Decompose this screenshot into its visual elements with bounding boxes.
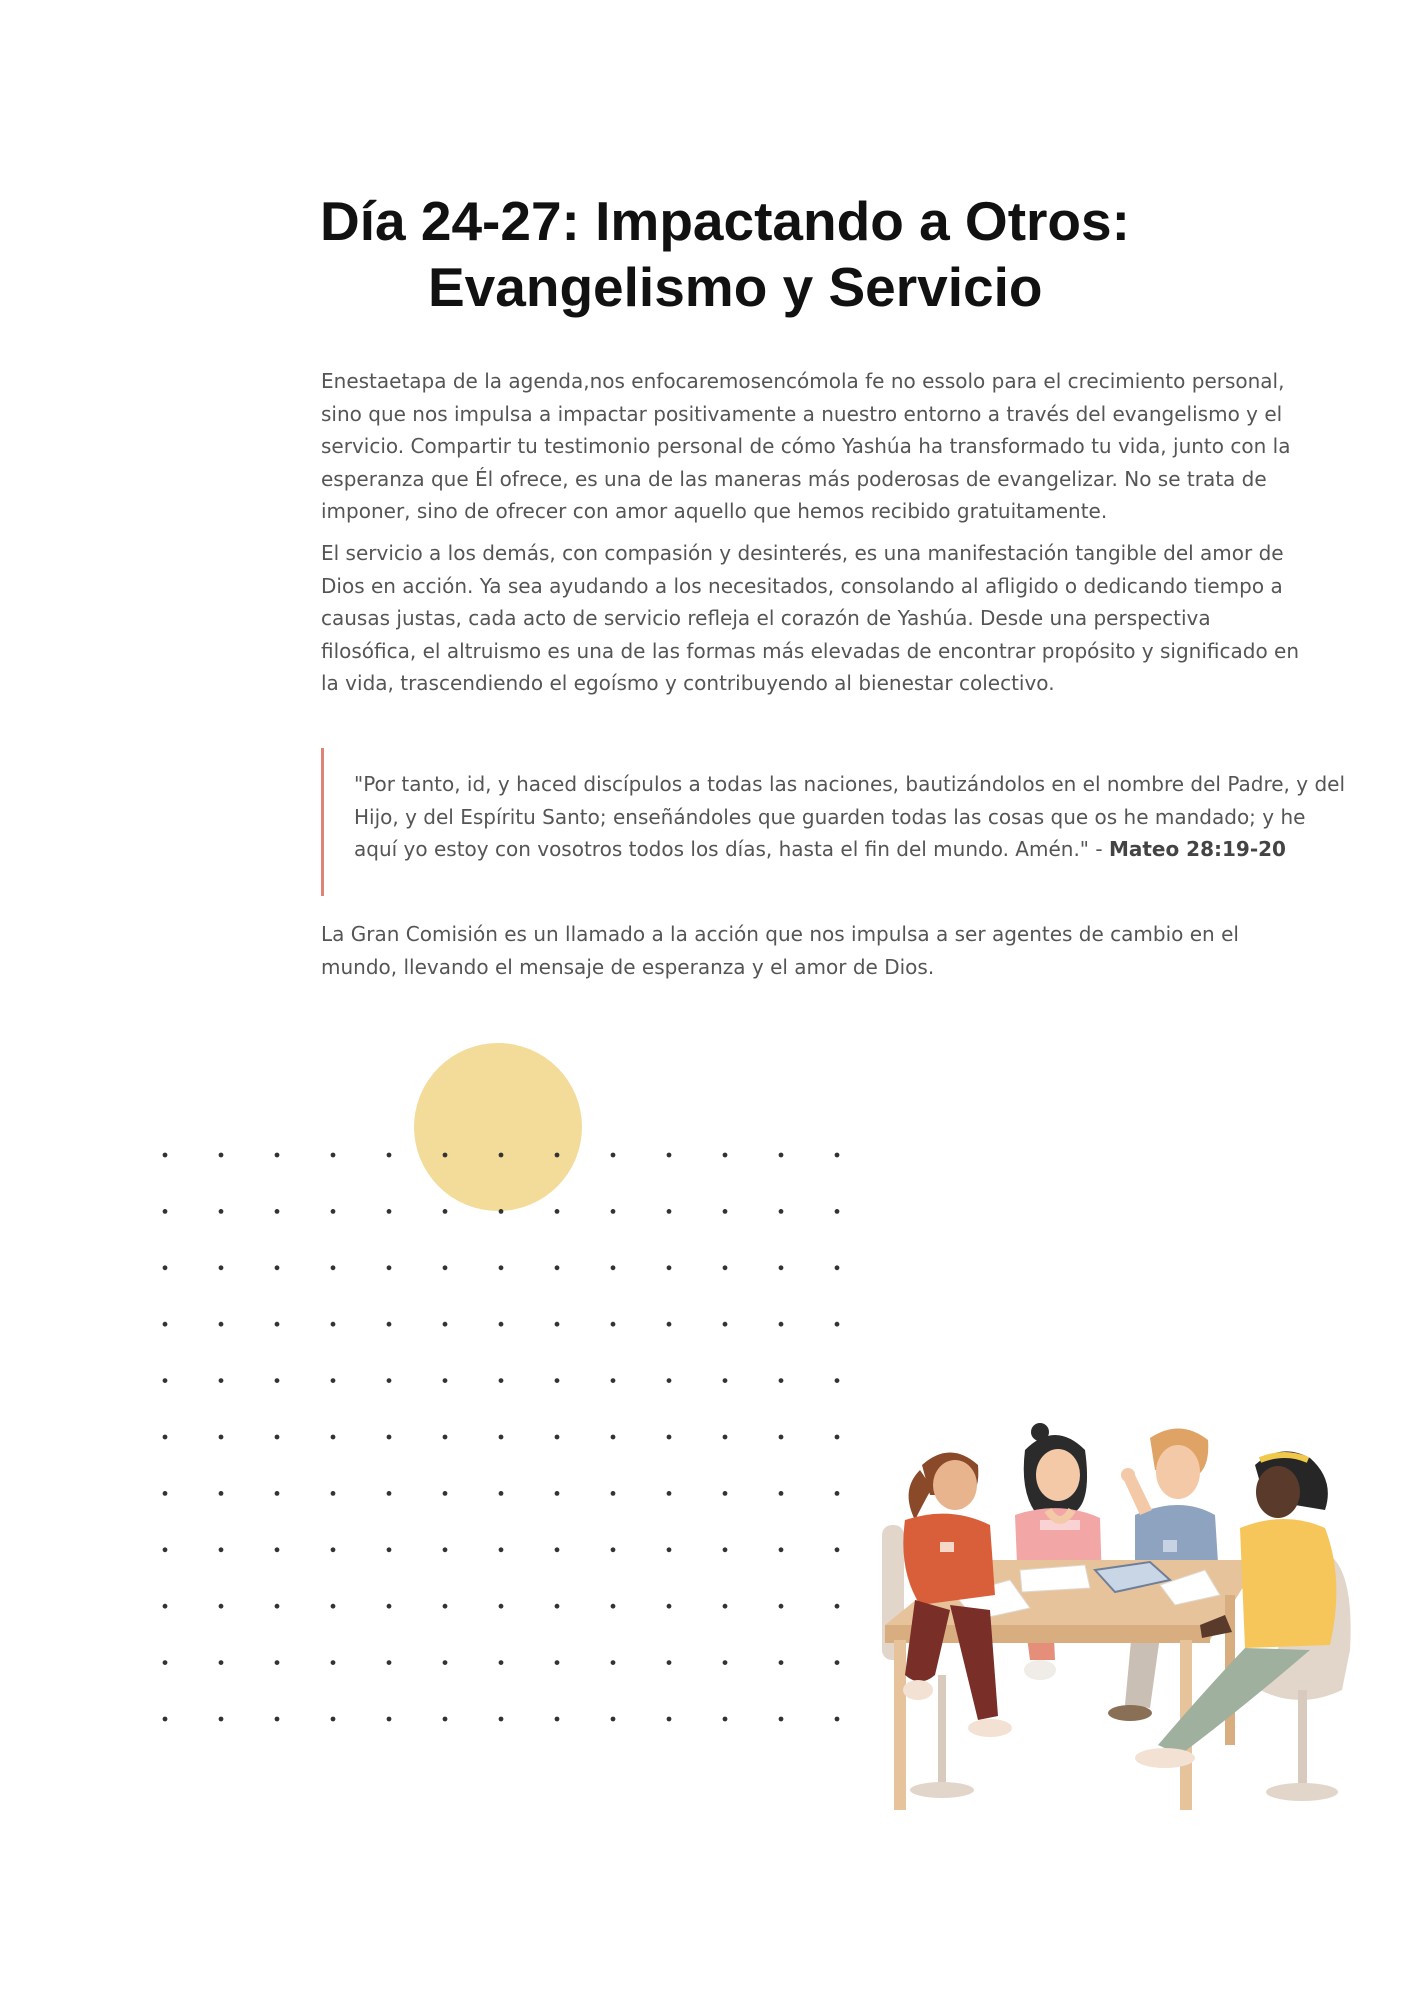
grid-dot bbox=[499, 1265, 504, 1270]
title-line-1: Día 24-27: Impactando a Otros: bbox=[320, 190, 1130, 252]
grid-dot bbox=[331, 1265, 336, 1270]
grid-dot bbox=[387, 1717, 392, 1722]
quote-text bbox=[354, 768, 1354, 866]
grid-dot bbox=[835, 1435, 840, 1440]
grid-dot bbox=[555, 1435, 560, 1440]
grid-dot bbox=[723, 1265, 728, 1270]
grid-dot bbox=[835, 1491, 840, 1496]
grid-dot bbox=[667, 1491, 672, 1496]
grid-dot bbox=[219, 1265, 224, 1270]
grid-dot bbox=[443, 1604, 448, 1609]
grid-dot bbox=[443, 1435, 448, 1440]
grid-dot bbox=[499, 1435, 504, 1440]
grid-dot bbox=[499, 1604, 504, 1609]
grid-dot bbox=[555, 1153, 560, 1158]
grid-dot bbox=[667, 1153, 672, 1158]
grid-dot bbox=[387, 1660, 392, 1665]
grid-dot bbox=[667, 1717, 672, 1722]
grid-dot bbox=[835, 1660, 840, 1665]
grid-dot bbox=[779, 1660, 784, 1665]
grid-dot bbox=[219, 1660, 224, 1665]
grid-dot bbox=[163, 1322, 168, 1327]
grid-dot bbox=[723, 1322, 728, 1327]
grid-dot bbox=[555, 1547, 560, 1552]
dot-grid-decoration bbox=[155, 1145, 855, 1765]
grid-dot bbox=[219, 1604, 224, 1609]
grid-dot bbox=[443, 1322, 448, 1327]
grid-dot bbox=[443, 1378, 448, 1383]
grid-dot bbox=[387, 1491, 392, 1496]
grid-dot bbox=[499, 1660, 504, 1665]
grid-dot bbox=[219, 1547, 224, 1552]
grid-dot bbox=[163, 1153, 168, 1158]
grid-dot bbox=[219, 1322, 224, 1327]
title-line-2: Evangelismo y Servicio bbox=[428, 256, 1043, 318]
grid-dot bbox=[163, 1265, 168, 1270]
grid-dot bbox=[387, 1604, 392, 1609]
grid-dot bbox=[611, 1717, 616, 1722]
grid-dot bbox=[555, 1322, 560, 1327]
grid-dot bbox=[723, 1153, 728, 1158]
grid-dot bbox=[275, 1717, 280, 1722]
grid-dot bbox=[499, 1717, 504, 1722]
grid-dot bbox=[275, 1265, 280, 1270]
grid-dot bbox=[779, 1153, 784, 1158]
grid-dot bbox=[611, 1491, 616, 1496]
grid-dot bbox=[331, 1547, 336, 1552]
paragraph-service: El servicio a los demás, con compasión y desinterés, es una manifestación tangible del amor de Dios en acción. Ya sea ayudando a los necesitados, consolando al afligido o dedicando tiempo a causas justas, cada acto de servicio refleja el corazón de Yashúa. Desde una perspectiva filosófica, el altruismo es una de las formas más elevadas de encontrar propósito y significado en la vida, trascendiendo el egoísmo y contribuyendo al bienestar colectivo. bbox=[321, 541, 1300, 695]
grid-dot bbox=[163, 1435, 168, 1440]
grid-dot bbox=[611, 1547, 616, 1552]
grid-dot bbox=[835, 1717, 840, 1722]
grid-dot bbox=[835, 1322, 840, 1327]
grid-dot bbox=[667, 1604, 672, 1609]
grid-dot bbox=[723, 1717, 728, 1722]
scripture-quote bbox=[321, 748, 1346, 896]
grid-dot bbox=[219, 1209, 224, 1214]
grid-dot bbox=[779, 1378, 784, 1383]
grid-dot bbox=[667, 1547, 672, 1552]
grid-dot bbox=[499, 1209, 504, 1214]
grid-dot bbox=[611, 1660, 616, 1665]
grid-dot bbox=[779, 1491, 784, 1496]
grid-dot bbox=[387, 1435, 392, 1440]
grid-dot bbox=[163, 1378, 168, 1383]
grid-dot bbox=[835, 1153, 840, 1158]
grid-dot bbox=[331, 1491, 336, 1496]
grid-dot bbox=[499, 1547, 504, 1552]
grid-dot bbox=[611, 1209, 616, 1214]
grid-dot bbox=[611, 1378, 616, 1383]
grid-dot bbox=[667, 1322, 672, 1327]
quote-body: "Por tanto, id, y haced discípulos a todas las naciones, bautizándolos en el nombre del Padre, y del Hijo, y del Espíritu Santo; enseñándoles que guarden todas las cosas que os he mandado; y he aquí yo estoy con vosotros todos los días, hasta el fin del mundo. Amén." - bbox=[354, 772, 1346, 861]
grid-dot bbox=[387, 1209, 392, 1214]
grid-dot bbox=[275, 1547, 280, 1552]
grid-dot bbox=[611, 1153, 616, 1158]
grid-dot bbox=[723, 1604, 728, 1609]
grid-dot bbox=[835, 1265, 840, 1270]
grid-dot bbox=[387, 1378, 392, 1383]
grid-dot bbox=[779, 1717, 784, 1722]
grid-dot bbox=[331, 1378, 336, 1383]
page-title bbox=[320, 188, 1150, 320]
grid-dot bbox=[835, 1378, 840, 1383]
grid-dot bbox=[443, 1660, 448, 1665]
grid-dot bbox=[219, 1378, 224, 1383]
paragraph-intro: Enestaetapa de la agenda,nos enfocaremosencómola fe no essolo para el crecimiento personal, sino que nos impulsa a impactar positivamente a nuestro entorno a través del evangelismo y el servicio. Compartir tu testimonio personal de cómo Yashúa ha transformado tu vida, junto con la esperanza que Él ofrece, es una de las maneras más poderosas de evangelizar. No se trata de imponer, sino de ofrecer con amor aquello que hemos recibido gratuitamente. bbox=[321, 369, 1291, 523]
grid-dot bbox=[555, 1660, 560, 1665]
grid-dot bbox=[163, 1209, 168, 1214]
grid-dot bbox=[779, 1547, 784, 1552]
grid-dot bbox=[499, 1491, 504, 1496]
grid-dot bbox=[331, 1435, 336, 1440]
grid-dot bbox=[835, 1209, 840, 1214]
grid-dot bbox=[387, 1547, 392, 1552]
grid-dot bbox=[275, 1209, 280, 1214]
grid-dot bbox=[611, 1604, 616, 1609]
grid-dot bbox=[499, 1322, 504, 1327]
grid-dot bbox=[275, 1491, 280, 1496]
grid-dot bbox=[611, 1322, 616, 1327]
grid-dot bbox=[443, 1209, 448, 1214]
grid-dot bbox=[555, 1717, 560, 1722]
grid-dot bbox=[667, 1209, 672, 1214]
grid-dot bbox=[331, 1717, 336, 1722]
grid-dot bbox=[779, 1322, 784, 1327]
grid-dot bbox=[387, 1153, 392, 1158]
grid-dot bbox=[779, 1604, 784, 1609]
grid-dot bbox=[835, 1604, 840, 1609]
grid-dot bbox=[723, 1491, 728, 1496]
grid-dot bbox=[555, 1491, 560, 1496]
paragraph-closing: La Gran Comisión es un llamado a la acción que nos impulsa a ser agentes de cambio en el mundo, llevando el mensaje de esperanza y el amor de Dios. bbox=[321, 922, 1239, 979]
grid-dot bbox=[723, 1660, 728, 1665]
grid-dot bbox=[723, 1378, 728, 1383]
grid-dot bbox=[667, 1265, 672, 1270]
grid-dot bbox=[723, 1209, 728, 1214]
grid-dot bbox=[387, 1265, 392, 1270]
grid-dot bbox=[275, 1660, 280, 1665]
grid-dot bbox=[275, 1378, 280, 1383]
grid-dot bbox=[555, 1209, 560, 1214]
grid-dot bbox=[275, 1153, 280, 1158]
quote-reference: Mateo 28:19-20 bbox=[1108, 837, 1286, 861]
grid-dot bbox=[779, 1435, 784, 1440]
grid-dot bbox=[443, 1265, 448, 1270]
grid-dot bbox=[443, 1547, 448, 1552]
grid-dot bbox=[555, 1378, 560, 1383]
grid-dot bbox=[667, 1435, 672, 1440]
grid-dot bbox=[443, 1153, 448, 1158]
grid-dot bbox=[835, 1547, 840, 1552]
grid-dot bbox=[723, 1547, 728, 1552]
grid-dot bbox=[779, 1209, 784, 1214]
grid-dot bbox=[555, 1265, 560, 1270]
grid-dot bbox=[499, 1153, 504, 1158]
grid-dot bbox=[331, 1322, 336, 1327]
grid-dot bbox=[219, 1435, 224, 1440]
grid-dot bbox=[499, 1378, 504, 1383]
grid-dot bbox=[779, 1265, 784, 1270]
grid-dot bbox=[387, 1322, 392, 1327]
grid-dot bbox=[163, 1660, 168, 1665]
grid-dot bbox=[331, 1209, 336, 1214]
grid-dot bbox=[443, 1717, 448, 1722]
grid-dot bbox=[667, 1378, 672, 1383]
grid-dot bbox=[219, 1491, 224, 1496]
grid-dot bbox=[723, 1435, 728, 1440]
grid-dot bbox=[275, 1322, 280, 1327]
grid-dot bbox=[331, 1153, 336, 1158]
grid-dot bbox=[163, 1717, 168, 1722]
grid-dot bbox=[611, 1435, 616, 1440]
people-studying-illustration bbox=[880, 1420, 1360, 1840]
grid-dot bbox=[667, 1660, 672, 1665]
grid-dot bbox=[331, 1660, 336, 1665]
grid-dot bbox=[163, 1491, 168, 1496]
grid-dot bbox=[331, 1604, 336, 1609]
grid-dot bbox=[219, 1717, 224, 1722]
grid-dot bbox=[163, 1604, 168, 1609]
grid-dot bbox=[611, 1265, 616, 1270]
grid-dot bbox=[443, 1491, 448, 1496]
grid-dot bbox=[555, 1604, 560, 1609]
grid-dot bbox=[163, 1547, 168, 1552]
grid-dot bbox=[275, 1604, 280, 1609]
grid-dot bbox=[219, 1153, 224, 1158]
grid-dot bbox=[275, 1435, 280, 1440]
